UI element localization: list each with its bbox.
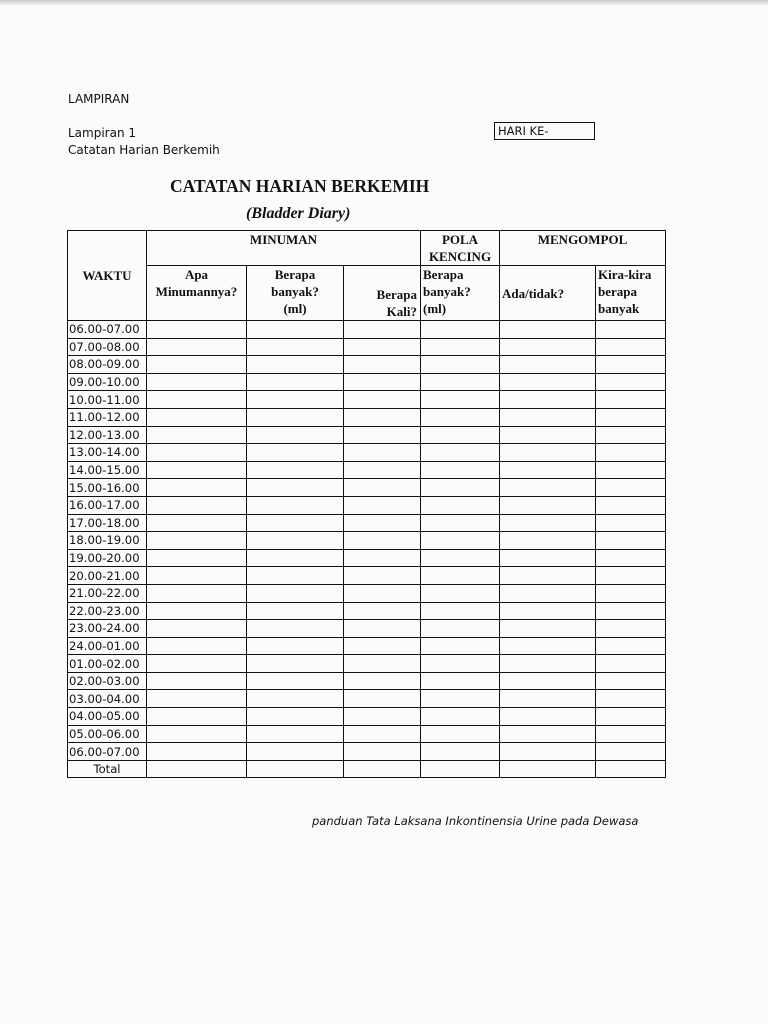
drink-count-cell[interactable] (344, 708, 421, 726)
leak-yesno-cell[interactable] (500, 602, 596, 620)
page-title: CATATAN HARIAN BERKEMIH (170, 176, 430, 196)
total-label: Total (68, 760, 147, 778)
header-kira-line2: berapa (598, 284, 637, 299)
drink-type-cell[interactable] (147, 479, 247, 497)
time-slot-label: 10.00-11.00 (68, 391, 147, 409)
time-slot-label: 06.00-07.00 (68, 743, 147, 761)
void-amount-cell[interactable] (421, 408, 500, 426)
drink-amount-cell[interactable] (247, 567, 344, 585)
table-row (68, 514, 666, 532)
leak-amount-cell[interactable] (596, 602, 666, 620)
header-bb-line1: Berapa (274, 267, 316, 282)
leak-amount-cell[interactable] (596, 620, 666, 638)
void-amount-cell[interactable] (421, 321, 500, 339)
header-kira-line1: Kira-kira (598, 267, 652, 282)
void-amount-cell[interactable] (421, 725, 500, 743)
time-slot-label: 21.00-22.00 (68, 584, 147, 602)
drink-type-cell[interactable] (147, 567, 247, 585)
drink-amount-cell[interactable] (247, 708, 344, 726)
leak-amount-cell[interactable] (596, 391, 666, 409)
scan-edge (0, 0, 768, 6)
void-amount-cell[interactable] (421, 444, 500, 462)
table-row (68, 637, 666, 655)
drink-count-cell[interactable] (344, 620, 421, 638)
leak-yesno-cell[interactable] (500, 690, 596, 708)
void-amount-cell[interactable] (421, 514, 500, 532)
diary-rows (68, 321, 666, 778)
drink-count-cell[interactable] (344, 743, 421, 761)
leak-yesno-cell[interactable] (500, 708, 596, 726)
footer-note: panduan Tata Laksana Inkontinensia Urine pada Dewasa (312, 814, 639, 828)
table-row (68, 426, 666, 444)
header-apa-line2: Minumannya? (155, 284, 238, 299)
drink-type-cell[interactable] (147, 743, 247, 761)
total-drink-count-cell[interactable] (344, 760, 421, 778)
leak-yesno-cell[interactable] (500, 567, 596, 585)
time-slot-label: 01.00-02.00 (68, 655, 147, 673)
drink-amount-cell[interactable] (247, 391, 344, 409)
void-amount-cell[interactable] (421, 373, 500, 391)
void-amount-cell[interactable] (421, 602, 500, 620)
drink-count-cell[interactable] (344, 655, 421, 673)
drink-amount-cell[interactable] (247, 514, 344, 532)
void-amount-cell[interactable] (421, 690, 500, 708)
header-pola-berapa-banyak (421, 266, 500, 321)
drink-count-cell[interactable] (344, 373, 421, 391)
leak-yesno-cell[interactable] (500, 496, 596, 514)
table-row (68, 725, 666, 743)
drink-amount-cell[interactable] (247, 725, 344, 743)
drink-type-cell[interactable] (147, 584, 247, 602)
leak-yesno-cell[interactable] (500, 549, 596, 567)
table-row (68, 373, 666, 391)
day-number-field[interactable]: HARI KE- (494, 122, 595, 140)
drink-amount-cell[interactable] (247, 620, 344, 638)
header-pola-kencing (421, 231, 500, 266)
drink-count-cell[interactable] (344, 637, 421, 655)
drink-amount-cell[interactable] (247, 549, 344, 567)
leak-amount-cell[interactable] (596, 321, 666, 339)
header-mengompol: MENGOMPOL (500, 231, 666, 266)
void-amount-cell[interactable] (421, 672, 500, 690)
void-amount-cell[interactable] (421, 620, 500, 638)
drink-type-cell[interactable] (147, 514, 247, 532)
leak-yesno-cell[interactable] (500, 532, 596, 550)
drink-amount-cell[interactable] (247, 584, 344, 602)
time-slot-label: 17.00-18.00 (68, 514, 147, 532)
drink-type-cell[interactable] (147, 532, 247, 550)
leak-amount-cell[interactable] (596, 461, 666, 479)
drink-count-cell[interactable] (344, 338, 421, 356)
drink-type-cell[interactable] (147, 461, 247, 479)
drink-amount-cell[interactable] (247, 479, 344, 497)
total-leak-amount-cell[interactable] (596, 760, 666, 778)
leak-amount-cell[interactable] (596, 637, 666, 655)
appendix-description: Catatan Harian Berkemih (68, 143, 220, 157)
drink-amount-cell[interactable] (247, 408, 344, 426)
leak-amount-cell[interactable] (596, 356, 666, 374)
leak-amount-cell[interactable] (596, 496, 666, 514)
leak-amount-cell[interactable] (596, 584, 666, 602)
drink-count-cell[interactable] (344, 567, 421, 585)
drink-amount-cell[interactable] (247, 426, 344, 444)
drink-count-cell[interactable] (344, 549, 421, 567)
drink-type-cell[interactable] (147, 408, 247, 426)
table-row (68, 567, 666, 585)
time-slot-label: 05.00-06.00 (68, 725, 147, 743)
void-amount-cell[interactable] (421, 549, 500, 567)
table-row (68, 672, 666, 690)
table-row (68, 338, 666, 356)
void-amount-cell[interactable] (421, 426, 500, 444)
void-amount-cell[interactable] (421, 479, 500, 497)
leak-amount-cell[interactable] (596, 514, 666, 532)
time-slot-label: 15.00-16.00 (68, 479, 147, 497)
leak-yesno-cell[interactable] (500, 321, 596, 339)
table-row (68, 655, 666, 673)
time-slot-label: 18.00-19.00 (68, 532, 147, 550)
void-amount-cell[interactable] (421, 338, 500, 356)
time-slot-label: 13.00-14.00 (68, 444, 147, 462)
drink-type-cell[interactable] (147, 602, 247, 620)
leak-amount-cell[interactable] (596, 743, 666, 761)
leak-yesno-cell[interactable] (500, 514, 596, 532)
drink-count-cell[interactable] (344, 496, 421, 514)
drink-type-cell[interactable] (147, 356, 247, 374)
leak-yesno-cell[interactable] (500, 461, 596, 479)
drink-type-cell[interactable] (147, 338, 247, 356)
header-berapa-kali (344, 266, 421, 321)
time-slot-label: 06.00-07.00 (68, 321, 147, 339)
table-row (68, 461, 666, 479)
drink-count-cell[interactable] (344, 391, 421, 409)
leak-yesno-cell[interactable] (500, 391, 596, 409)
leak-amount-cell[interactable] (596, 408, 666, 426)
time-slot-label: 12.00-13.00 (68, 426, 147, 444)
time-slot-label: 16.00-17.00 (68, 496, 147, 514)
drink-type-cell[interactable] (147, 391, 247, 409)
drink-count-cell[interactable] (344, 479, 421, 497)
time-slot-label: 04.00-05.00 (68, 708, 147, 726)
total-row (68, 760, 666, 778)
leak-yesno-cell[interactable] (500, 584, 596, 602)
time-slot-label: 19.00-20.00 (68, 549, 147, 567)
drink-amount-cell[interactable] (247, 743, 344, 761)
table-row (68, 408, 666, 426)
appendix-label: LAMPIRAN (68, 92, 130, 106)
leak-amount-cell[interactable] (596, 690, 666, 708)
drink-count-cell[interactable] (344, 690, 421, 708)
header-kira-kira (596, 266, 666, 321)
drink-amount-cell[interactable] (247, 356, 344, 374)
table-row (68, 549, 666, 567)
header-pb-line1: Berapa (423, 267, 464, 282)
drink-amount-cell[interactable] (247, 461, 344, 479)
total-drink-amount-cell[interactable] (247, 760, 344, 778)
drink-amount-cell[interactable] (247, 602, 344, 620)
leak-amount-cell[interactable] (596, 655, 666, 673)
drink-type-cell[interactable] (147, 321, 247, 339)
drink-count-cell[interactable] (344, 672, 421, 690)
time-slot-label: 23.00-24.00 (68, 620, 147, 638)
drink-amount-cell[interactable] (247, 338, 344, 356)
table-row (68, 584, 666, 602)
leak-amount-cell[interactable] (596, 708, 666, 726)
void-amount-cell[interactable] (421, 391, 500, 409)
header-berapa-banyak-minum (247, 266, 344, 321)
leak-yesno-cell[interactable] (500, 655, 596, 673)
leak-yesno-cell[interactable] (500, 356, 596, 374)
leak-amount-cell[interactable] (596, 338, 666, 356)
leak-yesno-cell[interactable] (500, 620, 596, 638)
void-amount-cell[interactable] (421, 461, 500, 479)
leak-yesno-cell[interactable] (500, 338, 596, 356)
leak-amount-cell[interactable] (596, 426, 666, 444)
drink-type-cell[interactable] (147, 725, 247, 743)
void-amount-cell[interactable] (421, 356, 500, 374)
page-subtitle: (Bladder Diary) (246, 205, 351, 222)
header-pb-line3: (ml) (423, 301, 447, 316)
table-row (68, 321, 666, 339)
table-row (68, 602, 666, 620)
header-waktu: WAKTU (68, 231, 147, 321)
drink-count-cell[interactable] (344, 514, 421, 532)
header-bk-line1: Berapa (376, 287, 417, 302)
header-pb-line2: banyak? (423, 284, 471, 299)
time-slot-label: 09.00-10.00 (68, 373, 147, 391)
bladder-diary-table (67, 230, 666, 778)
drink-count-cell[interactable] (344, 461, 421, 479)
drink-count-cell[interactable] (344, 725, 421, 743)
leak-yesno-cell[interactable] (500, 725, 596, 743)
leak-yesno-cell[interactable] (500, 479, 596, 497)
void-amount-cell[interactable] (421, 496, 500, 514)
drink-type-cell[interactable] (147, 620, 247, 638)
drink-amount-cell[interactable] (247, 321, 344, 339)
drink-type-cell[interactable] (147, 549, 247, 567)
leak-amount-cell[interactable] (596, 725, 666, 743)
time-slot-label: 02.00-03.00 (68, 672, 147, 690)
leak-yesno-cell[interactable] (500, 672, 596, 690)
leak-amount-cell[interactable] (596, 444, 666, 462)
header-apa-line1: Apa (184, 267, 209, 282)
table-row (68, 743, 666, 761)
leak-amount-cell[interactable] (596, 672, 666, 690)
header-pola-line2: KENCING (428, 249, 492, 264)
drink-amount-cell[interactable] (247, 655, 344, 673)
header-bb-line2: banyak? (271, 284, 319, 299)
drink-count-cell[interactable] (344, 356, 421, 374)
header-minuman: MINUMAN (147, 231, 421, 266)
drink-amount-cell[interactable] (247, 672, 344, 690)
drink-type-cell[interactable] (147, 373, 247, 391)
total-drink-type-cell[interactable] (147, 760, 247, 778)
void-amount-cell[interactable] (421, 584, 500, 602)
leak-amount-cell[interactable] (596, 532, 666, 550)
table-row (68, 496, 666, 514)
table-row (68, 444, 666, 462)
void-amount-cell[interactable] (421, 567, 500, 585)
drink-count-cell[interactable] (344, 532, 421, 550)
drink-type-cell[interactable] (147, 672, 247, 690)
drink-type-cell[interactable] (147, 444, 247, 462)
time-slot-label: 07.00-08.00 (68, 338, 147, 356)
header-bk-line2: Kali? (386, 304, 417, 319)
leak-yesno-cell[interactable] (500, 637, 596, 655)
table-row (68, 620, 666, 638)
table-row (68, 532, 666, 550)
header-bb-line3: (ml) (283, 301, 307, 316)
drink-type-cell[interactable] (147, 690, 247, 708)
leak-yesno-cell[interactable] (500, 743, 596, 761)
drink-count-cell[interactable] (344, 321, 421, 339)
drink-type-cell[interactable] (147, 655, 247, 673)
appendix-number: Lampiran 1 (68, 126, 137, 140)
total-void-amount-cell[interactable] (421, 760, 500, 778)
drink-amount-cell[interactable] (247, 690, 344, 708)
leak-amount-cell[interactable] (596, 567, 666, 585)
table-row (68, 708, 666, 726)
table-row (68, 391, 666, 409)
time-slot-label: 11.00-12.00 (68, 408, 147, 426)
drink-amount-cell[interactable] (247, 496, 344, 514)
void-amount-cell[interactable] (421, 708, 500, 726)
table-row (68, 356, 666, 374)
table-row (68, 479, 666, 497)
time-slot-label: 20.00-21.00 (68, 567, 147, 585)
leak-amount-cell[interactable] (596, 549, 666, 567)
drink-count-cell[interactable] (344, 444, 421, 462)
header-kira-line3: banyak (598, 301, 640, 316)
drink-count-cell[interactable] (344, 426, 421, 444)
leak-yesno-cell[interactable] (500, 408, 596, 426)
drink-amount-cell[interactable] (247, 532, 344, 550)
drink-amount-cell[interactable] (247, 373, 344, 391)
void-amount-cell[interactable] (421, 655, 500, 673)
leak-amount-cell[interactable] (596, 373, 666, 391)
drink-type-cell[interactable] (147, 708, 247, 726)
void-amount-cell[interactable] (421, 637, 500, 655)
time-slot-label: 24.00-01.00 (68, 637, 147, 655)
header-ada-tidak: Ada/tidak? (500, 266, 596, 321)
drink-count-cell[interactable] (344, 602, 421, 620)
total-leak-yesno-cell[interactable] (500, 760, 596, 778)
header-pola-line1: POLA (441, 232, 479, 247)
leak-yesno-cell[interactable] (500, 373, 596, 391)
header-apa-minumannya (147, 266, 247, 321)
drink-count-cell[interactable] (344, 584, 421, 602)
drink-type-cell[interactable] (147, 496, 247, 514)
leak-yesno-cell[interactable] (500, 444, 596, 462)
void-amount-cell[interactable] (421, 532, 500, 550)
table-row (68, 690, 666, 708)
leak-amount-cell[interactable] (596, 479, 666, 497)
void-amount-cell[interactable] (421, 743, 500, 761)
drink-amount-cell[interactable] (247, 444, 344, 462)
time-slot-label: 14.00-15.00 (68, 461, 147, 479)
drink-count-cell[interactable] (344, 408, 421, 426)
drink-amount-cell[interactable] (247, 637, 344, 655)
time-slot-label: 03.00-04.00 (68, 690, 147, 708)
leak-yesno-cell[interactable] (500, 426, 596, 444)
drink-type-cell[interactable] (147, 637, 247, 655)
drink-type-cell[interactable] (147, 426, 247, 444)
time-slot-label: 08.00-09.00 (68, 356, 147, 374)
time-slot-label: 22.00-23.00 (68, 602, 147, 620)
